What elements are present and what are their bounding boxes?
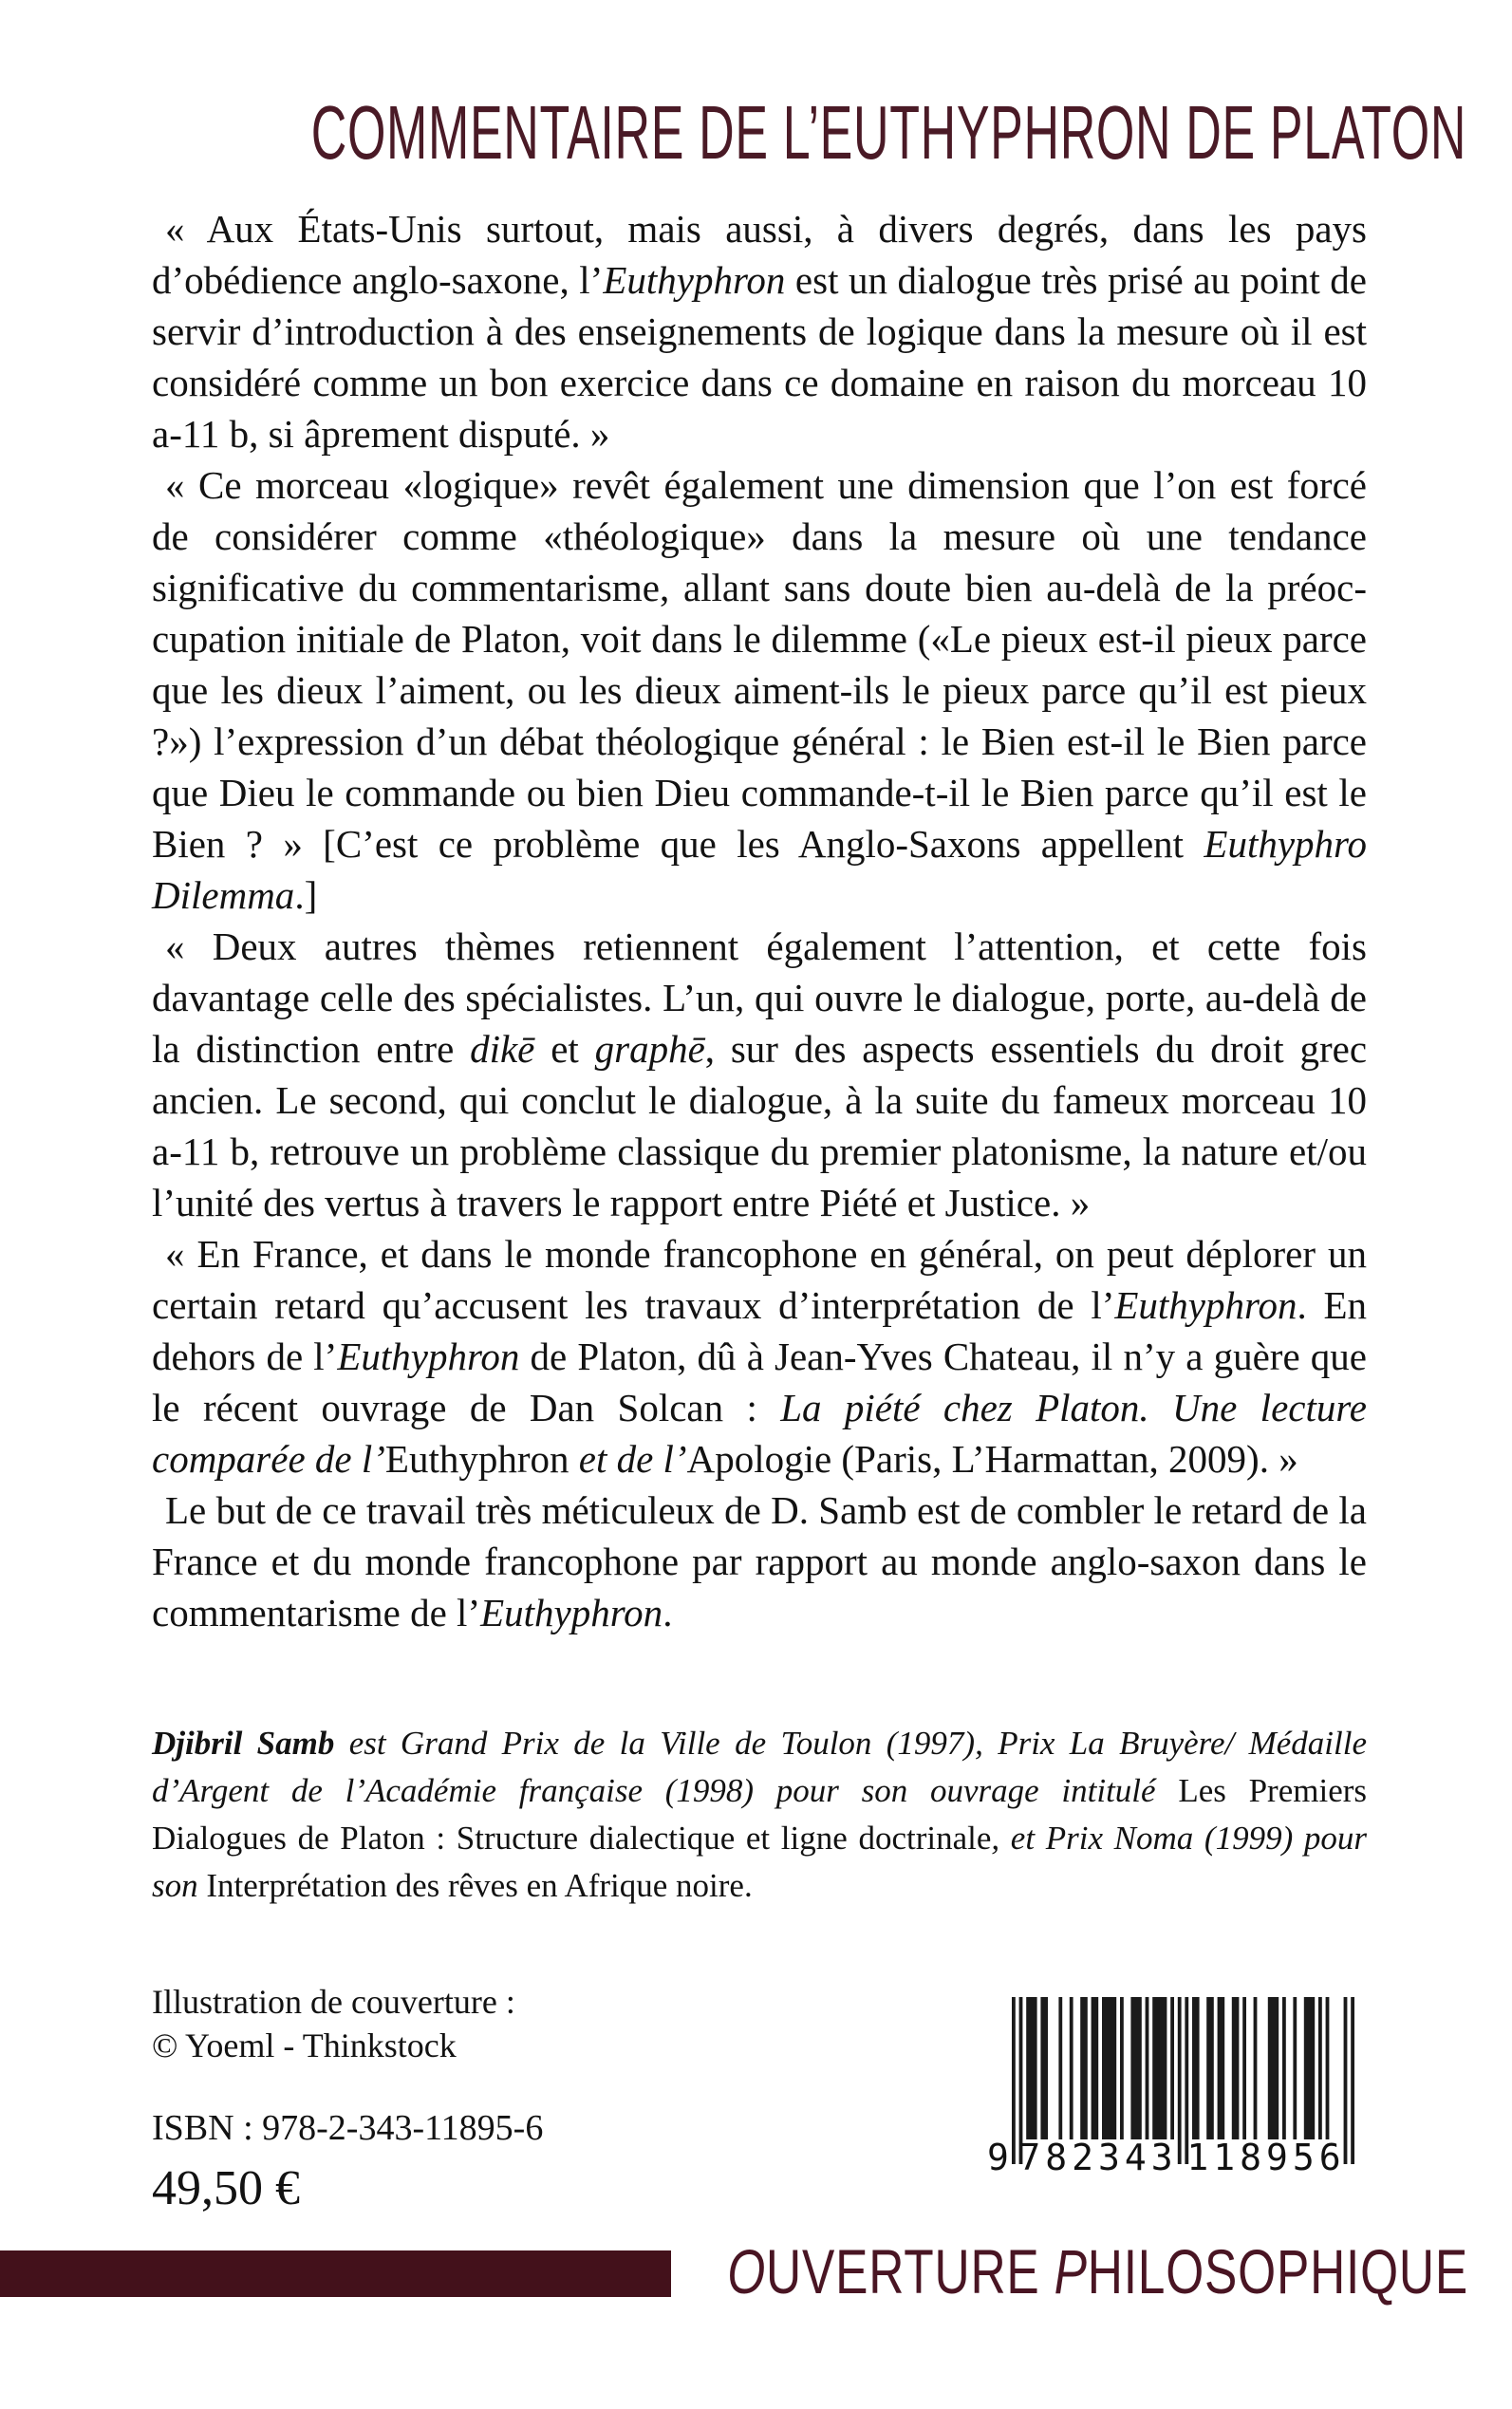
book-title bbox=[0, 90, 1512, 175]
credit-line-1: Illustration de couverture : bbox=[152, 1983, 515, 2021]
barcode-bars bbox=[987, 1997, 1367, 2177]
barcode-digits-group2: 118956 bbox=[1186, 2137, 1346, 2177]
barcode-digits-group1: 782343 bbox=[1018, 2137, 1178, 2177]
isbn-line: ISBN : 978-2-343-11895-6 bbox=[152, 2108, 544, 2148]
author-bio: Djibril Samb est Grand Prix de la Ville de Toulon (1997), Prix La Bruyère/ Médaille d’Argent de l’Académie française (1998) pour son ouvrage intitulé Les Premiers Dialogues de Platon : Structure dialectique et ligne doctrinale, et Prix Noma (1999) pour son Interprétation des rêves en Afrique noire. bbox=[152, 1725, 1368, 1904]
review-paragraph: « En France, et dans le monde francophone en général, on peut déplorer un certain retard qu’accusent les travaux d’interprétation de l’Euthyphron. En dehors de l’Euthyphron de Platon, dû à Jean-Yves Chateau, il n’y a guère que le récent ouvrage de Dan Solcan : La piété chez Platon. Une lecture comparée de l’Euthyphron et de l’Apologie (Paris, L’Harmattan, 2009). » bbox=[152, 1232, 1367, 1481]
book-title-text: COMMENTAIRE DE L’EUTHYPHRON DE PLATON bbox=[310, 90, 1467, 175]
credit-line-2: © Yoeml - Thinkstock bbox=[152, 2026, 457, 2064]
review-paragraph: « Deux autres thèmes retiennent également l’attention, et cette fois davantage celle des spécialistes. L’un, qui ouvre le dialogue, porte, au-delà de la distinction entre dikē et graphē, sur des aspects essentiels du droit grec ancien. Le second, qui conclut le dialogue, à la suite du fameux morceau 10 a-11 b, retrouve un problème classique du premier platonisme, la nature et/ou l’unité des vertus à travers le rapport entre Piété et Justice. » bbox=[152, 924, 1368, 1224]
series-title-text: OUVERTURE PHILOSOPHIQUE bbox=[727, 2236, 1468, 2306]
cover-illustration-credit bbox=[152, 1980, 515, 2067]
review-paragraph: Le but de ce travail très méticuleux de D. Samb est de combler le retard de la France et du monde francophone par rapport au monde anglo-saxon dans le commentarisme de l’Euthyphron. bbox=[152, 1488, 1367, 1634]
barcode-digit-left: 9 bbox=[987, 2137, 1014, 2177]
series-title bbox=[518, 2236, 1468, 2306]
review-paragraph: « Ce morceau «logique» revêt également une dimension que l’on est forcé de considérer comme «théologique» dans la mesure où une tendance significative du commentarisme, allant sans doute bien au-delà de la préoc-cupation initiale de Platon, voit dans le dilemme («Le pieux est-il pieux parce que les dieux l’aiment, ou les dieux aiment-ils le pieux parce qu’il est pieux ?») l’expression d’un débat théologique général : le Bien est-il le Bien parce que Dieu le commande ou bien Dieu commande-t-il le Bien parce qu’il est le Bien ? » [C’est ce problème que les Anglo-Saxons appellent Euthyphro Dilemma.] bbox=[152, 463, 1367, 917]
price: 49,50 € bbox=[152, 2161, 300, 2215]
ean13-barcode bbox=[987, 1997, 1367, 2177]
review-paragraph: « Aux États-Unis surtout, mais aussi, à divers degrés, dans les pays d’obédience anglo-saxone, l’Euthyphron est un dialogue très prisé au point de servir d’introduction à des enseignements de logique dans la mesure où il est considéré comme un bon exercice dans ce domaine en raison du morceau 10 a-11 b, si âprement disputé. » bbox=[152, 207, 1367, 456]
review-text-block bbox=[152, 203, 1367, 1638]
